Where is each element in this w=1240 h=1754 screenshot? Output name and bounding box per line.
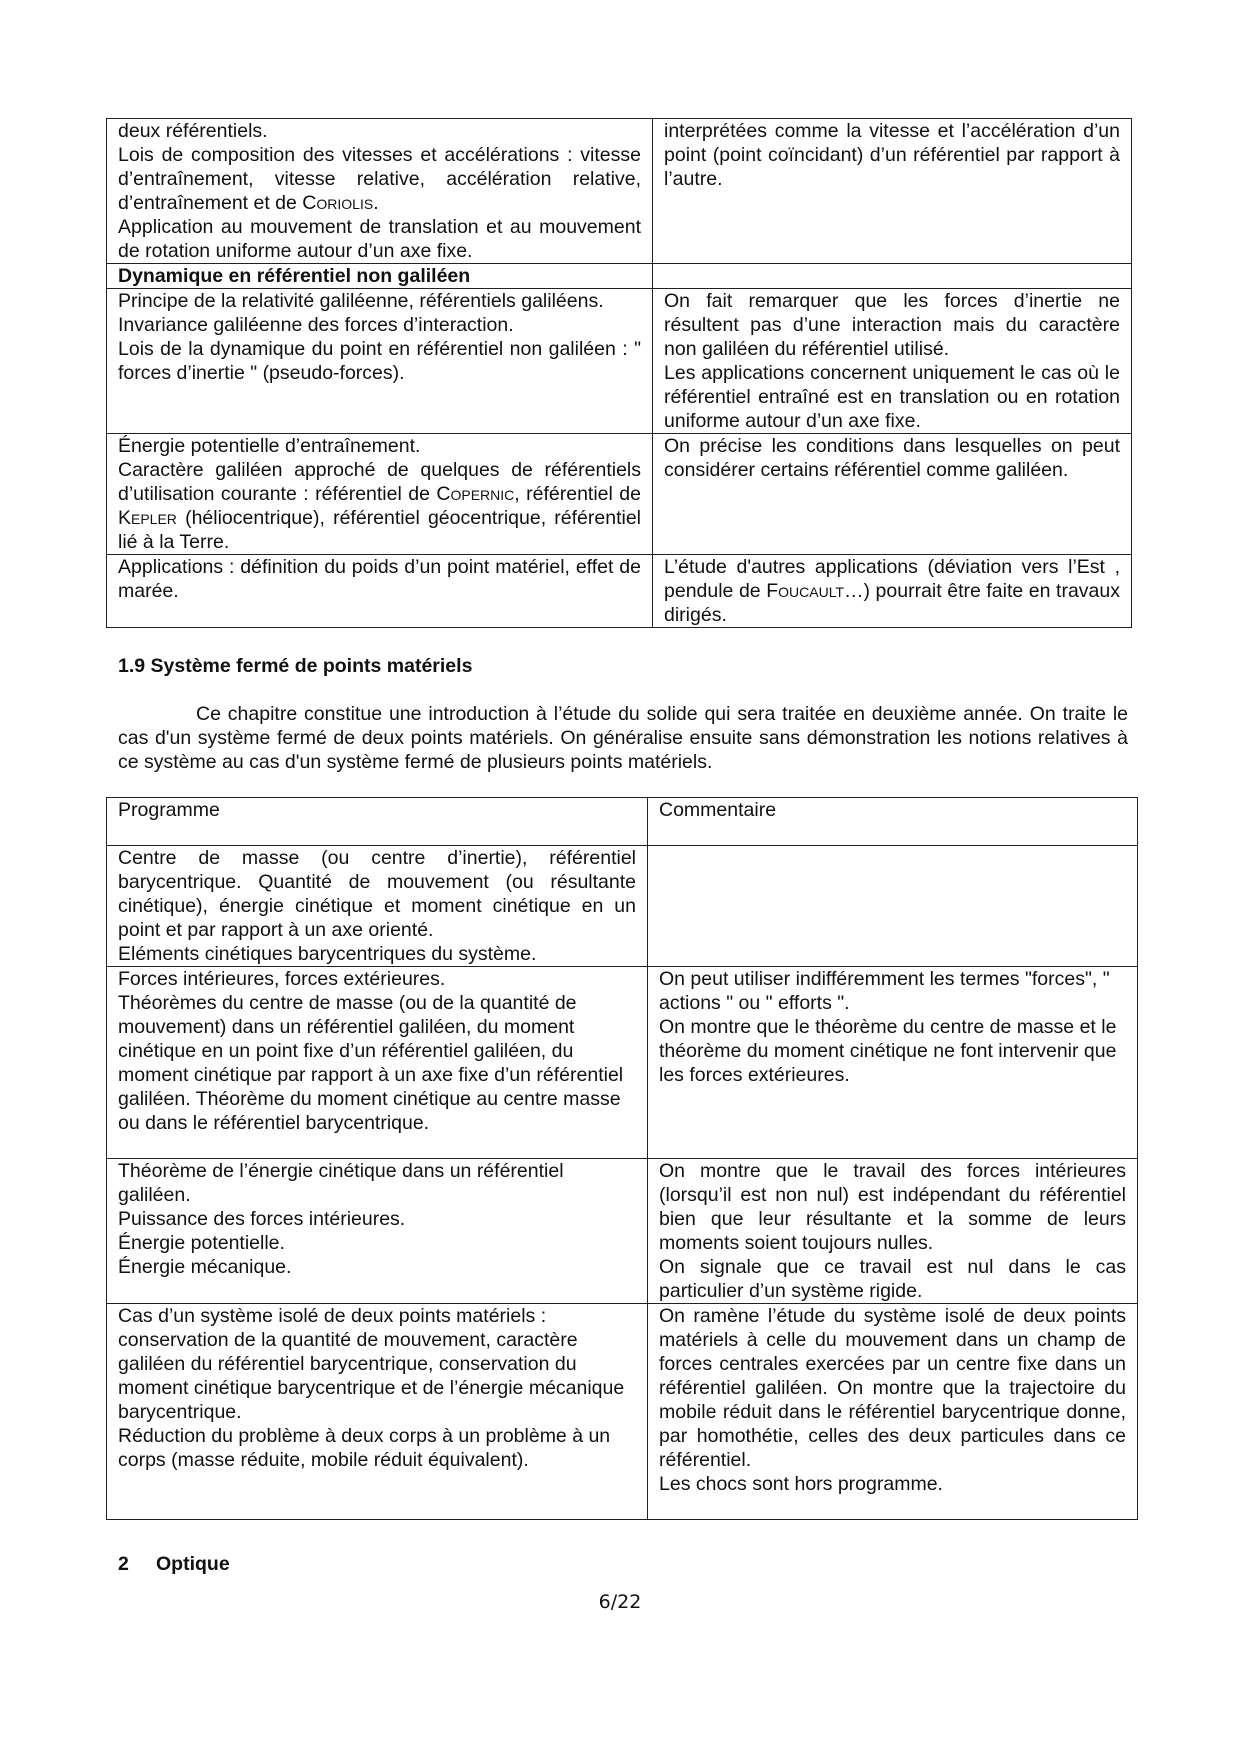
table-row <box>107 555 1132 628</box>
page-number: 6/22 <box>598 1591 642 1613</box>
copernic-kepler-paragraph: Caractère galiléen approché de quelques de référentiels d’utilisation courante : référentiel de Copernic, référentiel de Kepler (héliocentrique), référentiel géocentrique, référentiel lié à la Terre. <box>118 459 641 553</box>
section-subheading: Dynamique en référentiel non galiléen <box>107 264 653 289</box>
program-table-dynamics <box>106 118 1132 628</box>
comment-cell: On précise les conditions dans lesquelles on peut considérer certains référentiel comme galiléen. <box>653 434 1132 555</box>
comment-cell: On montre que le travail des forces intérieures (lorsqu’il est non nul) est indépendant du référentiel bien que leur résultante et la somme de leurs moments soient toujours nulles. On signale que ce travail est nul dans le cas particulier d’un système rigide. <box>648 1159 1138 1304</box>
program-cell: Forces intérieures, forces extérieures. Théorèmes du centre de masse (ou de la quantité de mouvement) dans un référentiel galiléen, du moment cinétique en un point fixe d’un référentiel galiléen, du moment cinétique par rapport à un axe fixe d’un référentiel galiléen. Théorème du moment cinétique au centre masse ou dans le référentiel barycentrique. <box>107 967 648 1159</box>
comment-cell <box>648 846 1138 967</box>
section-heading-2: 2 Optique <box>118 1553 230 1575</box>
column-header-programme: Programme <box>107 798 648 846</box>
table-row <box>107 264 1132 289</box>
program-cell: deux référentiels. Lois de composition des vitesses et accélérations : vitesse d’entraînement, vitesse relative, accélération relative, d’entraînement et de Coriolis. Application au mouvement de translation et au mouvement de rotation uniforme autour d’un axe fixe. <box>107 119 653 264</box>
program-cell: Énergie potentielle d’entraînement. Caractère galiléen approché de quelques de référentiels d’utilisation courante : référentiel de Copernic, référentiel de Kepler (héliocentrique), référentiel géocentrique, référentiel lié à la Terre. <box>107 434 653 555</box>
column-header-commentaire: Commentaire <box>648 798 1138 846</box>
table-row <box>107 434 1132 555</box>
table-row <box>107 1159 1138 1304</box>
table-row <box>107 119 1132 264</box>
comment-cell: interprétées comme la vitesse et l’accélération d’un point (point coïncidant) d’un référentiel par rapport à l’autre. <box>653 119 1132 264</box>
program-table-closed-system <box>106 797 1138 1520</box>
program-cell: Centre de masse (ou centre d’inertie), référentiel barycentrique. Quantité de mouvement (ou résultante cinétique), énergie cinétique et moment cinétique en un point et par rapport à un axe orienté. Eléments cinétiques barycentriques du système. <box>107 846 648 967</box>
comment-cell <box>653 555 1132 628</box>
comment-cell <box>653 264 1132 289</box>
table-row <box>107 967 1138 1159</box>
comment-cell: On ramène l’étude du système isolé de deux points matériels à celle du mouvement dans un champ de forces centrales exercées par un centre fixe dans un référentiel galiléen. On montre que la trajectoire du mobile réduit dans le référentiel barycentrique donne, par homothétie, celles des deux particules dans ce référentiel. Les chocs sont hors programme. <box>648 1304 1138 1520</box>
program-cell: Cas d’un système isolé de deux points matériels : conservation de la quantité de mouvement, caractère galiléen du référentiel barycentrique, conservation du moment cinétique barycentrique et de l’énergie mécanique barycentrique. Réduction du problème à deux corps à un problème à un corps (masse réduite, mobile réduit équivalent). <box>107 1304 648 1520</box>
program-cell: Applications : définition du poids d’un point matériel, effet de marée. <box>107 555 653 628</box>
table-row <box>107 289 1132 434</box>
program-cell: Principe de la relativité galiléenne, référentiels galiléens. Invariance galiléenne des forces d’interaction. Lois de la dynamique du point en référentiel non galiléen : " forces d’inertie " (pseudo-forces). <box>107 289 653 434</box>
foucault-paragraph: L’étude d'autres applications (déviation vers l’Est , pendule de Foucault…) pourrait être faite en travaux dirigés. <box>664 556 1120 626</box>
table-row <box>107 1304 1138 1520</box>
comment-cell: On fait remarquer que les forces d’inertie ne résultent pas d’une interaction mais du caractère non galiléen du référentiel utilisé. Les applications concernent uniquement le cas où le référentiel entraîné est en translation ou en rotation uniforme autour d’un axe fixe. <box>653 289 1132 434</box>
comment-cell: On peut utiliser indifféremment les termes "forces", " actions " ou " efforts ". On montre que le théorème du centre de masse et le théorème du moment cinétique ne font intervenir que les forces extérieures. <box>648 967 1138 1159</box>
table-header-row <box>107 798 1138 846</box>
section-heading-1-9: 1.9 Système fermé de points matériels <box>118 655 473 677</box>
program-cell: Théorème de l’énergie cinétique dans un référentiel galiléen. Puissance des forces intérieures. Énergie potentielle. Énergie mécanique. <box>107 1159 648 1304</box>
section-intro: Ce chapitre constitue une introduction à l’étude du solide qui sera traitée en deuxième année. On traite le cas d'un système fermé de deux points matériels. On généralise ensuite sans démonstration les notions relatives à ce système au cas d'un système fermé de plusieurs points matériels. <box>118 703 1128 773</box>
coriolis-paragraph: Lois de composition des vitesses et accélérations : vitesse d’entraînement, vitesse relative, accélération relative, d’entraînement et de Coriolis. <box>118 144 641 214</box>
table-row <box>107 846 1138 967</box>
